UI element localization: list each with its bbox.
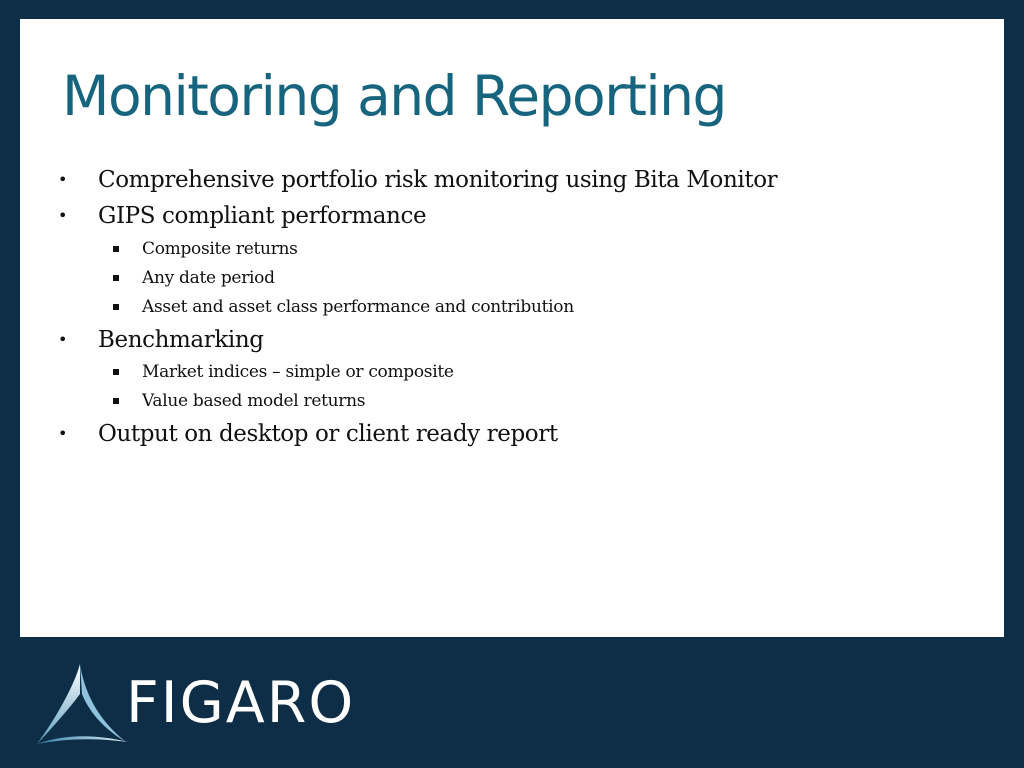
bullet-text: Benchmarking — [98, 327, 264, 353]
square-bullet-icon — [113, 246, 119, 252]
square-bullet-icon — [113, 398, 119, 404]
bullet-dot-icon: • — [58, 206, 68, 225]
bullet-dot-icon: • — [58, 330, 68, 349]
sub-bullet-text: Any date period — [142, 268, 275, 288]
sub-bullet-text: Value based model returns — [142, 391, 366, 411]
content-panel — [20, 19, 1004, 637]
sub-bullet-text: Market indices – simple or composite — [142, 362, 454, 382]
bullet-text: GIPS compliant performance — [98, 203, 427, 229]
bullet-text: Output on desktop or client ready report — [98, 421, 558, 447]
sub-bullet-text: Asset and asset class performance and contribution — [142, 297, 574, 317]
square-bullet-icon — [113, 369, 119, 375]
slide-title: Monitoring and Reporting — [62, 64, 726, 128]
square-bullet-icon — [113, 304, 119, 310]
square-bullet-icon — [113, 275, 119, 281]
figaro-logo — [34, 660, 356, 750]
bullet-text: Comprehensive portfolio risk monitoring using Bita Monitor — [98, 167, 778, 193]
bullet-dot-icon: • — [58, 424, 68, 443]
figaro-logo-icon — [34, 660, 134, 748]
bullet-list — [20, 19, 1004, 637]
sub-bullet-text: Composite returns — [142, 239, 298, 259]
logo-wordmark: FIGARO — [126, 670, 356, 736]
bullet-dot-icon: • — [58, 170, 68, 189]
